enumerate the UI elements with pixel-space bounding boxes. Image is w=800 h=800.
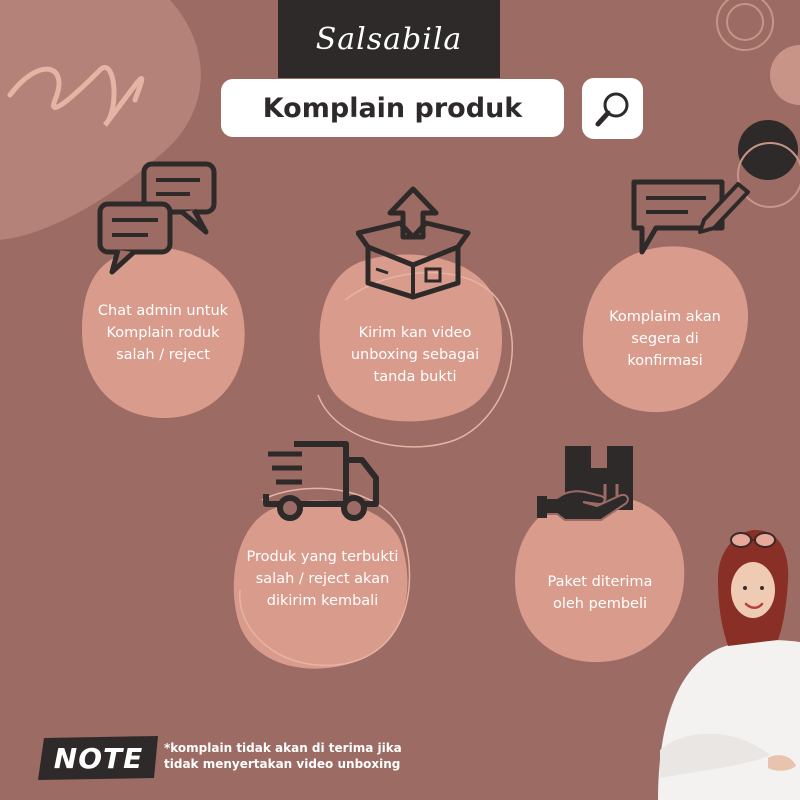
step-received-text: Paket diterima oleh pembeli xyxy=(547,574,653,612)
package-hand-icon xyxy=(535,440,640,525)
note-label: NOTE xyxy=(53,741,144,775)
brand-name: Salsabila xyxy=(315,21,463,57)
step-chat-admin-text: Chat admin untuk Komplain roduk salah / reject xyxy=(97,303,229,363)
step-confirm-text: Komplaim akan segera di konfirmasi xyxy=(609,309,721,369)
model-illustration xyxy=(650,520,800,800)
model-face xyxy=(731,562,775,618)
step-send-back-text: Produk yang terbukti salah / reject akan dikirim kembali xyxy=(246,549,399,609)
note-text: *komplain tidak akan di terima jika tidak menyertakan video unboxing xyxy=(164,741,402,771)
model-shirt xyxy=(658,640,800,800)
page-title: Komplain produk xyxy=(262,92,523,124)
delivery-truck-icon xyxy=(262,440,382,525)
unboxing-icon xyxy=(356,185,471,300)
step-send-video-text: Kirim kan video unboxing sebagai tanda bukti xyxy=(350,325,480,385)
message-edit-icon xyxy=(626,172,756,267)
chat-bubbles-icon xyxy=(96,160,221,275)
